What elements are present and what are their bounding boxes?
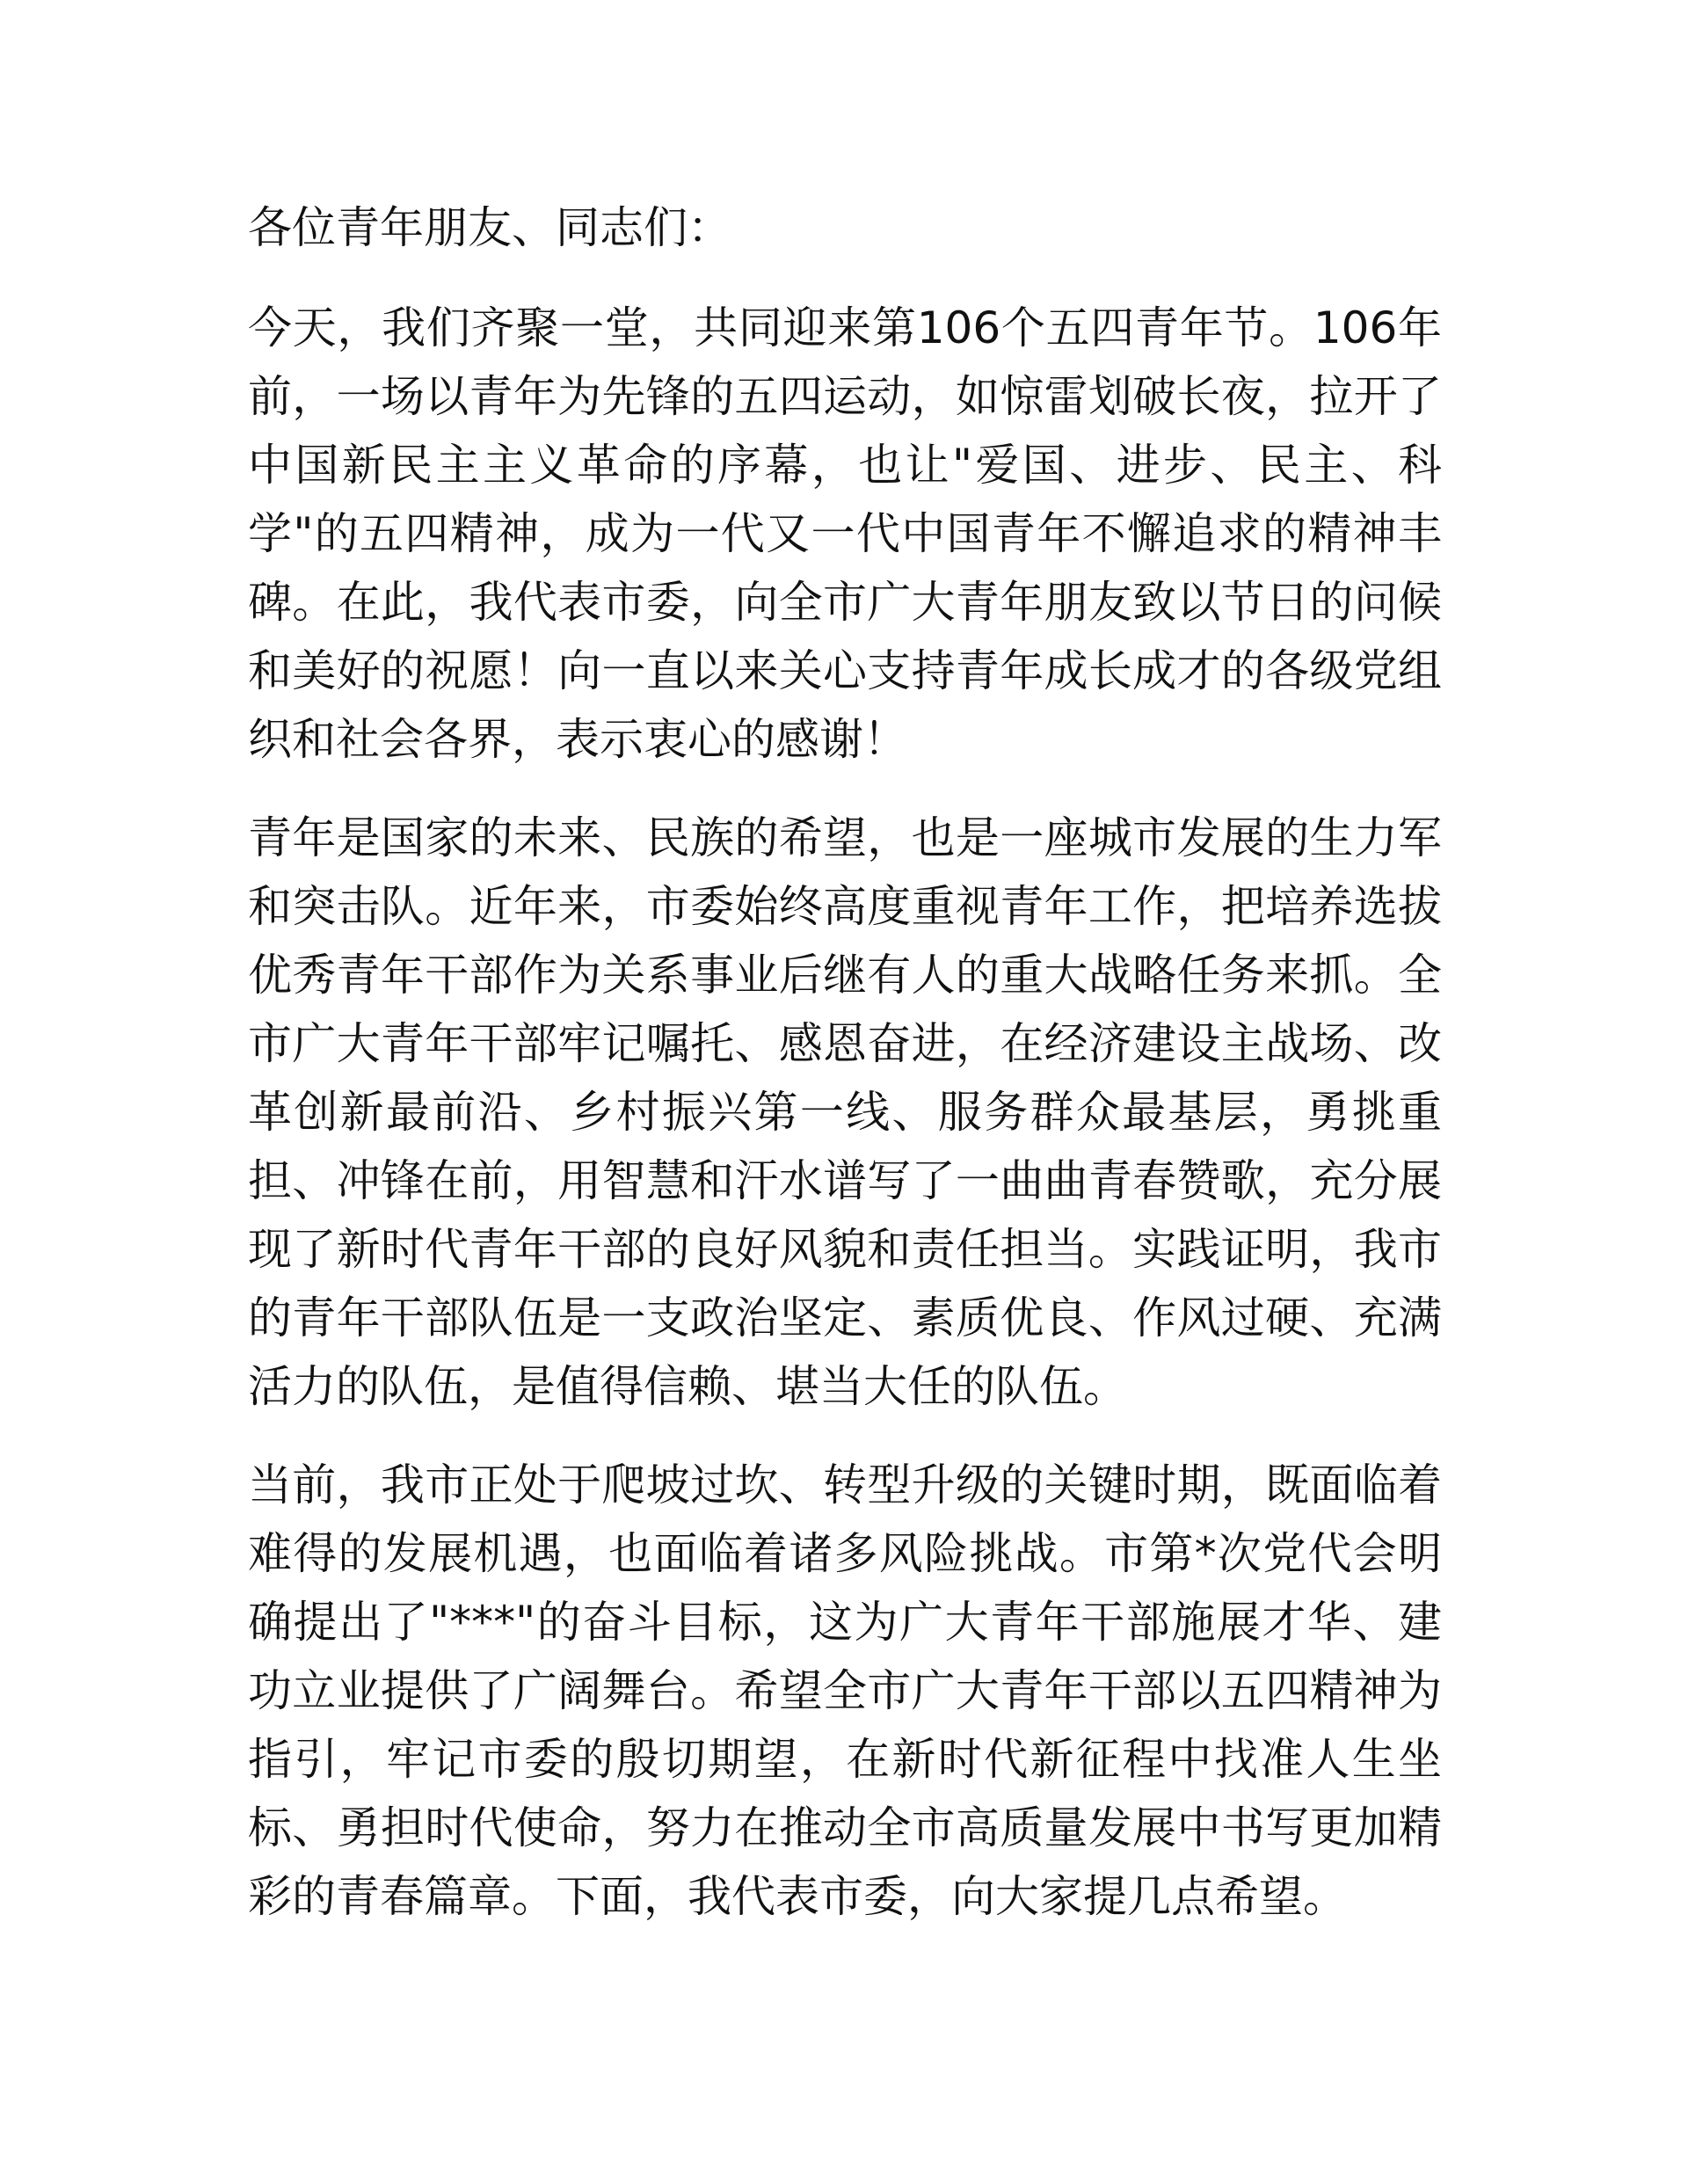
paragraph-2: 青年是国家的未来、民族的希望，也是一座城市发展的生力军和突击队。近年来，市委始终高度重视青年工作，把培养选拔优秀青年干部作为关系事业后继有人的重大战略任务来抓。全市广大青年干部牢记嘱托、感恩奋进，在经济建设主战场、改革创新最前沿、乡村振兴第一线、服务群众最基层，勇挑重担、冲锋在前，用智慧和汗水谱写了一曲曲青春赞歌，充分展现了新时代青年干部的良好风貌和责任担当。实践证明，我市的青年干部队伍是一支政治坚定、素质优良、作风过硬、充满活力的队伍，是值得信赖、堪当大任的队伍。	[248, 812, 1442, 1412]
paragraph-3: 当前，我市正处于爬坡过坎、转型升级的关键时期，既面临着难得的发展机遇，也面临着诸多风险挑战。市第*次党代会明确提出了"***"的奋斗目标，这为广大青年干部施展才华、建功立业提供了广阔舞台。希望全市广大青年干部以五四精神为指引，牢记市委的殷切期望，在新时代新征程中找准人生坐标、勇担时代使命，努力在推动全市高质量发展中书写更加精彩的青春篇章。下面，我代表市委，向大家提几点希望。	[248, 1460, 1442, 1922]
paragraph-1: 今天，我们齐聚一堂，共同迎来第106个五四青年节。106年前，一场以青年为先锋的五四运动，如惊雷划破长夜，拉开了中国新民主主义革命的序幕，也让"爱国、进步、民主、科学"的五四精神，成为一代又一代中国青年不懈追求的精神丰碑。在此，我代表市委，向全市广大青年朋友致以节日的问候和美好的祝愿！向一直以来关心支持青年成长成才的各级党组织和社会各界，表示衷心的感谢！	[248, 302, 1442, 765]
salutation: 各位青年朋友、同志们：	[248, 202, 731, 253]
speech-body	[248, 193, 1442, 1961]
